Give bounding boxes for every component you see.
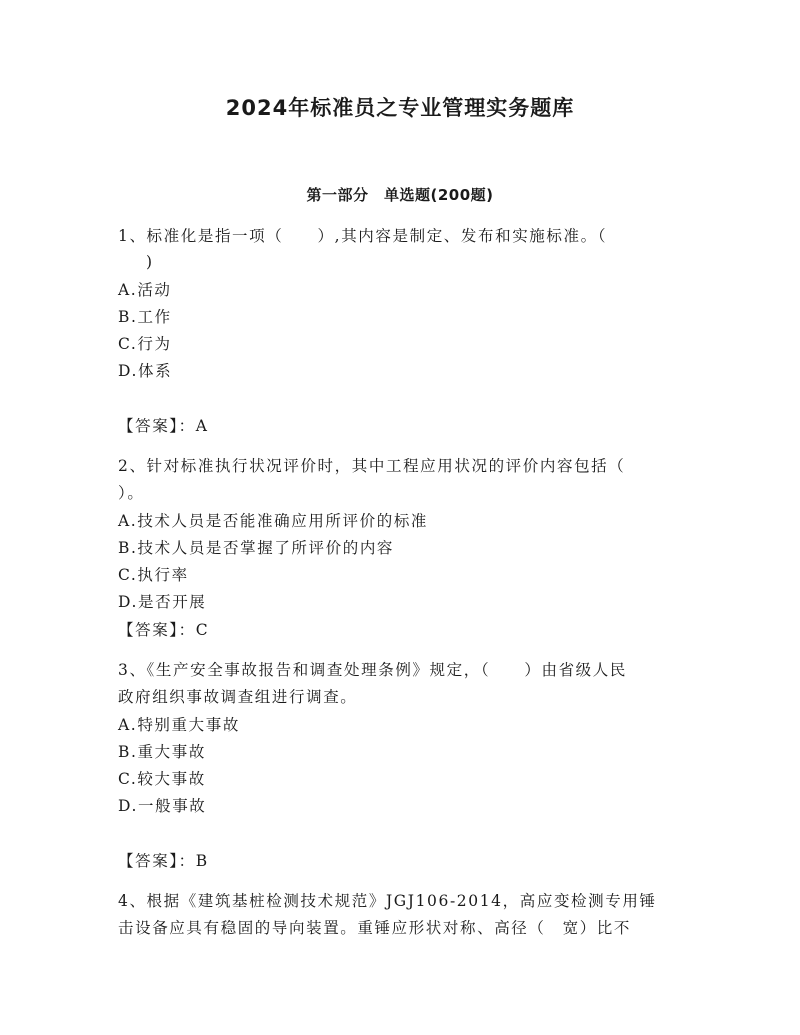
question-3-stem-line-1: 3、《生产安全事故报告和调查处理条例》规定，（ ）由省级人民 (118, 661, 627, 679)
question-2-option-a: A.技术人员是否能准确应用所评价的标准 (118, 512, 429, 530)
question-1-option-d: D.体系 (118, 362, 173, 380)
question-2-option-c: C.执行率 (118, 566, 189, 584)
question-1-stem-line-1: 1、标准化是指一项（ ）,其内容是制定、发布和实施标准。（ (118, 227, 608, 245)
question-1-option-a: A.活动 (118, 281, 172, 299)
question-3-option-b: B.重大事故 (118, 743, 206, 761)
question-1-stem-line-2: ) (146, 253, 154, 271)
question-3-option-d: D.一般事故 (118, 797, 207, 815)
question-2-option-d: D.是否开展 (118, 593, 207, 611)
question-3-option-c: C.较大事故 (118, 770, 206, 788)
question-1-answer: 【答案】：A (118, 417, 209, 435)
question-1-option-b: B.工作 (118, 308, 172, 326)
question-2-option-b: B.技术人员是否掌握了所评价的内容 (118, 539, 395, 557)
question-2-answer: 【答案】：C (118, 621, 210, 639)
question-4-stem-line-1: 4、根据《建筑基桩检测技术规范》JGJ106-2014，高应变检测专用锤 (118, 892, 657, 910)
question-1-option-c: C.行为 (118, 335, 172, 353)
question-3-answer: 【答案】：B (118, 852, 209, 870)
section-heading: 第一部分 单选题(200题) (306, 186, 494, 204)
question-2-stem-line-2: ）。 (118, 484, 145, 502)
document-title: 2024年标准员之专业管理实务题库 (225, 96, 575, 120)
question-3-stem-line-2: 政府组织事故调查组进行调查。 (118, 688, 358, 706)
question-2-stem-line-1: 2、针对标准执行状况评价时，其中工程应用状况的评价内容包括（ (118, 457, 626, 475)
question-3-option-a: A.特别重大事故 (118, 716, 240, 734)
question-4-stem-line-2: 击设备应具有稳固的导向装置。重锤应形状对称、高径（ 宽）比不 (118, 919, 632, 937)
